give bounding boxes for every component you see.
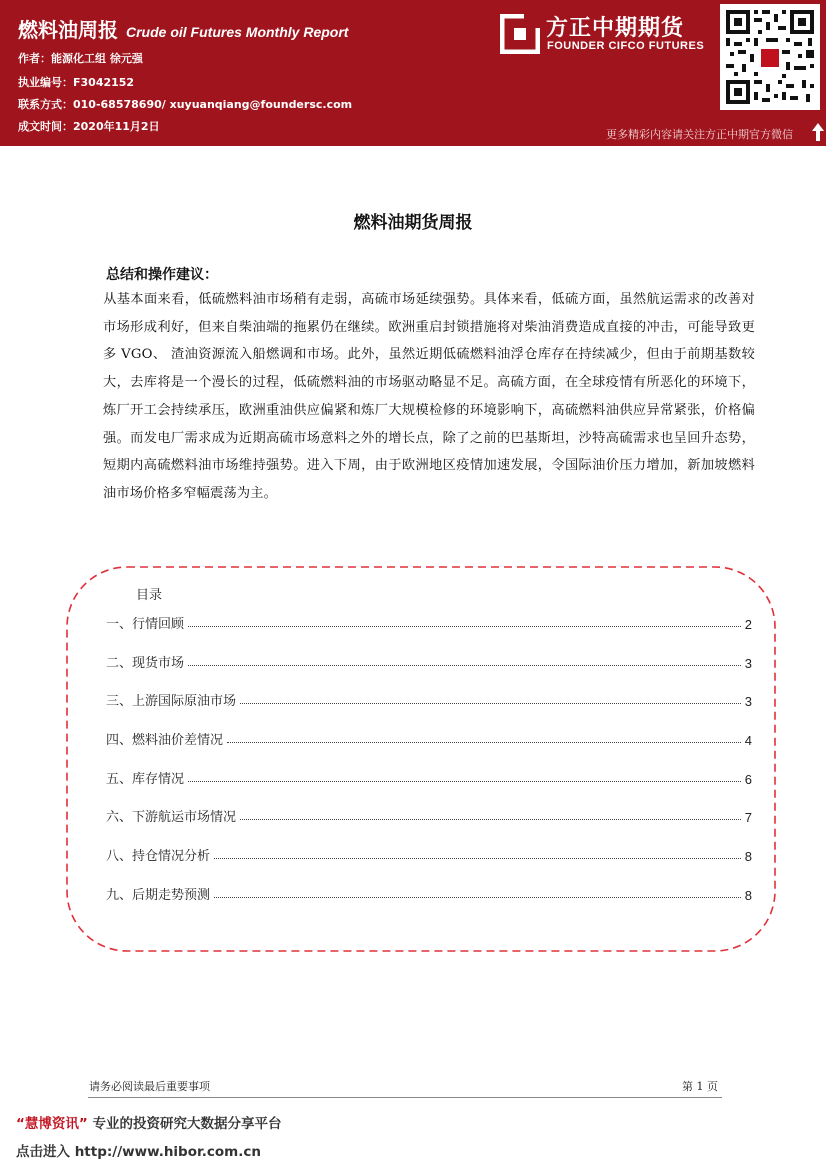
wechat-qr-code[interactable] (720, 4, 820, 110)
summary-heading: 总结和操作建议： (106, 267, 218, 283)
toc-item[interactable] (106, 726, 752, 748)
toc-leader-dots (227, 741, 741, 743)
toc-item[interactable] (106, 610, 752, 632)
report-header (0, 0, 826, 146)
follow-text[interactable]: 更多精彩内容请关注方正中期官方微信 (606, 128, 793, 141)
follow-bar (600, 122, 826, 144)
contact-line[interactable]: 联系方式：010-68578690/ xuyuanqiang@foundersc.com (18, 98, 353, 111)
toc-item-page: 8 (744, 849, 752, 864)
toc-item-page: 8 (744, 888, 752, 903)
report-title-row (18, 14, 348, 43)
toc-leader-dots (188, 664, 741, 666)
toc-item-page: 4 (744, 733, 752, 748)
toc-leader-dots (188, 625, 741, 627)
promo-quote-close: ” (78, 1116, 88, 1132)
toc-leader-dots (188, 780, 741, 782)
toc-item-page: 2 (744, 617, 752, 632)
toc-item-title: 六、下游航运市场情况 (106, 810, 237, 825)
promo-link[interactable]: 点击进入 http://www.hibor.com.cn (16, 1144, 261, 1160)
toc-item[interactable] (106, 687, 752, 709)
toc-item-title: 四、燃料油价差情况 (106, 733, 224, 748)
author-line: 作者：能源化工组 徐元强 (18, 52, 143, 65)
summary-text: 从基本面来看，低硫燃料油市场稍有走弱，高硫市场延续强势。具体来看，低硫方面，虽然航运需求的改善对市场形成利好，但来自柴油端的拖累仍在继续。欧洲重启封锁措施将对柴油消费造成直接的冲击，可能导致更多 VGO、 渣油资源流入船燃调和市场。此外，虽然近期低硫燃料油浮仓库存在持续减少，但由于前期基数较大，去库将是一个漫长的过程，低硫燃料油的市场驱动略显不足。高硫方面，在全球疫情有所恶化的环境下，炼厂开工会持续承压，欧洲重油供应偏紧和炼厂大规模检修的环境影响下，高硫燃料油供应异常紧张，价格偏强。而发电厂需求成为近期高硫市场意料之外的增长点，除了之前的巴基斯坦，沙特高硫需求也呈回升态势，短期内高硫燃料油市场维持强势。进入下周，由于欧洲地区疫情加速发展，令国际油价压力增加，新加坡燃料油市场价格多窄幅震荡为主。 (103, 292, 755, 501)
toc-leader-dots (240, 702, 741, 704)
license-line: 执业编号：F3042152 (18, 76, 135, 89)
toc-leader-dots (214, 896, 741, 898)
toc-item[interactable] (106, 765, 752, 787)
footer-divider (88, 1097, 722, 1098)
logo-text-cn: 方正中期期货 (546, 16, 685, 41)
promo-quote-open: “ (16, 1116, 25, 1132)
promo-tagline: 专业的投资研究大数据分享平台 (87, 1116, 282, 1132)
toc-item[interactable] (106, 881, 752, 903)
toc-item-title: 八、持仓情况分析 (106, 849, 211, 864)
toc-item-page: 3 (744, 694, 752, 709)
logo-text-en: FOUNDER CIFCO FUTURES (547, 40, 705, 52)
toc-item-page: 6 (744, 772, 752, 787)
toc-item-title: 一、行情回顾 (106, 617, 185, 632)
page-number: 第 1 页 (682, 1080, 718, 1093)
toc-item-title: 五、库存情况 (106, 772, 185, 787)
toc-leader-dots (240, 818, 741, 820)
toc-item-page: 3 (744, 656, 752, 671)
toc-item[interactable] (106, 649, 752, 671)
report-title-cn: 燃料油周报 (18, 18, 118, 42)
logo-mark-icon (500, 14, 540, 54)
document-title: 燃料油期货周报 (353, 213, 473, 233)
toc-label: 目录 (136, 588, 163, 603)
arrow-up-icon (811, 122, 825, 142)
date-line: 成文时间：2020年11月2日 (18, 120, 160, 133)
toc-item-page: 7 (744, 810, 752, 825)
promo-brand[interactable]: 慧博资讯 (24, 1116, 79, 1132)
toc-leader-dots (214, 857, 741, 859)
promo-line-1 (16, 1112, 281, 1132)
toc-item[interactable] (106, 842, 752, 864)
toc-item-title: 九、后期走势预测 (106, 888, 211, 903)
footer-note: 请务必阅读最后重要事项 (89, 1080, 210, 1093)
company-logo[interactable] (500, 10, 715, 58)
toc-item-title: 三、上游国际原油市场 (106, 694, 237, 709)
qr-code-icon (724, 8, 816, 106)
report-title-en: Crude oil Futures Monthly Report (126, 24, 349, 40)
summary-paragraph (103, 286, 755, 508)
toc-item-title: 二、现货市场 (106, 656, 185, 671)
toc-item[interactable] (106, 803, 752, 825)
